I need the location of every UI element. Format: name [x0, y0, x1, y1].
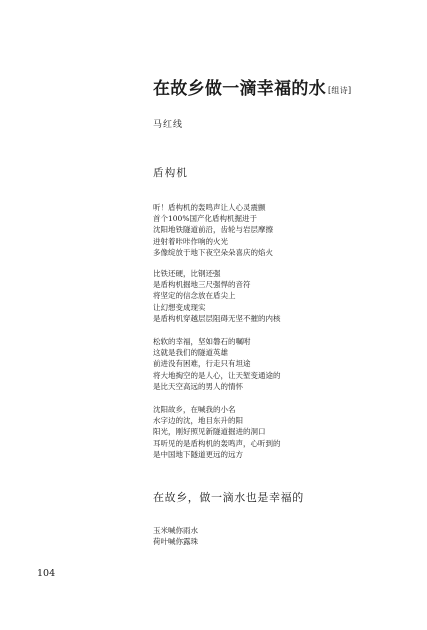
poem-line: 迸射着咔咔作响的火光 [153, 236, 228, 246]
poem-line: 首个100%国产化盾构机掘进于 [153, 214, 257, 224]
poem-line: 沈阳故乡，在喊我的小名 [153, 405, 236, 414]
poem-line: 多像绽放于地下夜空朵朵喜庆的焰火 [153, 247, 273, 257]
stanza [153, 404, 281, 460]
poem-line: 将大地掏空的是人心，让天堑变通途的 [153, 370, 281, 380]
poem-line: 听！盾构机的轰鸣声让人心灵震颤 [153, 203, 266, 212]
poem-line: 比铁还硬，比钢还强 [153, 269, 221, 278]
poem-line: 松软的幸福，坚如磐石的嘱咐 [153, 337, 251, 346]
page-number: 104 [37, 568, 56, 579]
poem-line: 让幻想变成现实 [153, 302, 206, 312]
poem-line: 前进没有困难，行走只有坦途 [153, 359, 251, 369]
section-heading-1: 盾构机 [153, 167, 189, 179]
poem-title [153, 74, 351, 99]
poem-line: 是比天空高远的男人的情怀 [153, 381, 243, 391]
poem-title-tag: [组诗] [328, 86, 352, 95]
poem-line: 这就是我们的隧道英雄 [153, 348, 228, 358]
poem-line: 水字边的沈，地目东升的阳 [153, 416, 243, 426]
author-name: 马红线 [153, 120, 184, 130]
stanza [153, 525, 198, 547]
stanza [153, 336, 281, 392]
poem-line: 玉米喊你雨水 [153, 526, 198, 535]
poem-line: 是盾构机穿越层层阻碍无坚不摧的内核 [153, 313, 281, 323]
stanza [153, 202, 273, 258]
poem-line: 沈阳地铁隧道前沿，齿轮与岩层摩擦 [153, 225, 273, 235]
poem-line: 是盾构机掘地三尺强悍的音符 [153, 280, 251, 290]
stanza [153, 268, 281, 324]
poem-line: 耳听见的是盾构机的轰鸣声，心听到的 [153, 438, 281, 448]
poem-title-main: 在故乡做一滴幸福的水 [153, 79, 326, 99]
section-heading-2: 在故乡，做一滴水也是幸福的 [153, 491, 304, 504]
poem-line: 是中国地下隧道更远的远方 [153, 449, 243, 459]
poem-line: 阳光，刚好照见新隧道掘进的洞口 [153, 427, 266, 437]
poem-line: 荷叶喊你露珠 [153, 537, 198, 547]
poem-line: 将坚定的信念放在盾尖上 [153, 291, 236, 301]
